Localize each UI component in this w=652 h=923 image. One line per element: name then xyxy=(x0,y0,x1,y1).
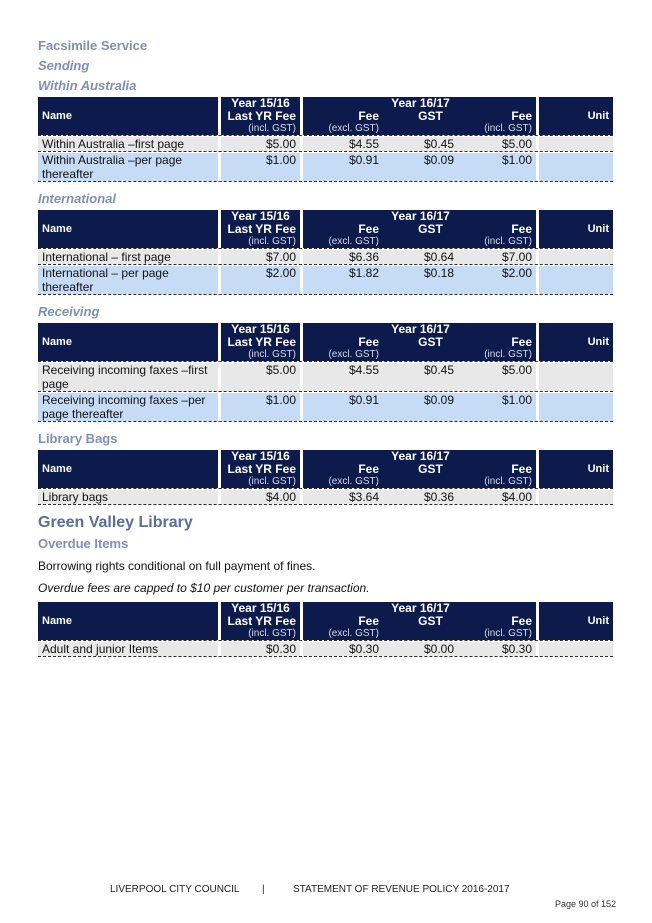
header-last-yr-fee: Last YR Fee xyxy=(227,109,296,123)
header-fee: Fee xyxy=(358,614,379,628)
row-fee-incl-gst: $5.00 xyxy=(458,363,539,391)
header-last-yr-fee: Last YR Fee xyxy=(227,335,296,349)
row-unit xyxy=(539,393,613,421)
row-fee-excl-gst: $4.55 xyxy=(303,363,383,391)
row-unit xyxy=(539,266,613,294)
row-name: International – per page thereafter xyxy=(38,266,221,294)
row-name: Adult and junior Items xyxy=(38,642,221,656)
row-gst: $0.45 xyxy=(383,137,458,151)
header-incl-gst: (incl. GST) xyxy=(484,476,532,487)
fee-table-international xyxy=(38,210,613,296)
dashed-rule xyxy=(38,504,613,506)
row-unit xyxy=(539,137,613,151)
table-row xyxy=(38,393,613,421)
row-last-year-fee: $0.30 xyxy=(221,642,303,656)
row-fee-incl-gst: $1.00 xyxy=(458,153,539,181)
header-fee-incl xyxy=(458,602,539,640)
header-last-year xyxy=(221,450,303,488)
header-incl-gst: (incl. GST) xyxy=(248,349,296,360)
table-header-row xyxy=(38,602,613,640)
subheading-overdue-items: Overdue Items xyxy=(38,536,129,551)
header-unit: Unit xyxy=(539,210,613,248)
header-fee-incl xyxy=(458,323,539,361)
row-last-year-fee: $5.00 xyxy=(221,137,303,151)
header-fee-incl xyxy=(458,210,539,248)
row-last-year-fee: $4.00 xyxy=(221,490,303,504)
dashed-rule xyxy=(38,421,613,423)
table-row xyxy=(38,490,613,504)
header-gst: GST xyxy=(418,335,443,349)
section-heading-facsimile: Facsimile Service xyxy=(38,38,148,53)
header-year-1617: Year 16/17 xyxy=(391,96,450,110)
dashed-rule xyxy=(38,181,613,183)
header-fee-incl xyxy=(458,97,539,135)
header-incl-gst: (incl. GST) xyxy=(248,628,296,639)
row-name: Receiving incoming faxes –per page thereafter xyxy=(38,393,221,421)
header-gst: GST xyxy=(418,614,443,628)
header-incl-gst: (incl. GST) xyxy=(484,236,532,247)
row-gst: $0.18 xyxy=(383,266,458,294)
header-fee: Fee xyxy=(511,614,532,628)
header-gst-col xyxy=(383,97,458,135)
row-unit xyxy=(539,490,613,504)
row-last-year-fee: $5.00 xyxy=(221,363,303,391)
subheading-international: International xyxy=(38,191,117,206)
header-fee-excl xyxy=(303,450,383,488)
row-name: International – first page xyxy=(38,250,221,264)
header-last-year xyxy=(221,97,303,135)
header-incl-gst: (incl. GST) xyxy=(484,349,532,360)
row-last-year-fee: $7.00 xyxy=(221,250,303,264)
header-fee-incl xyxy=(458,450,539,488)
table-header-row xyxy=(38,210,613,248)
row-gst: $0.64 xyxy=(383,250,458,264)
row-fee-excl-gst: $3.64 xyxy=(303,490,383,504)
header-fee: Fee xyxy=(358,109,379,123)
footer-council: LIVERPOOL CITY COUNCIL xyxy=(110,884,240,895)
header-incl-gst: (incl. GST) xyxy=(248,236,296,247)
row-unit xyxy=(539,642,613,656)
footer-policy-title: STATEMENT OF REVENUE POLICY 2016-2017 xyxy=(293,884,510,895)
row-name: Within Australia –per page thereafter xyxy=(38,153,221,181)
row-name: Within Australia –first page xyxy=(38,137,221,151)
section-heading-green-valley: Green Valley Library xyxy=(38,514,193,531)
table-header-row xyxy=(38,323,613,361)
header-excl-gst: (excl. GST) xyxy=(328,349,379,360)
header-fee: Fee xyxy=(511,222,532,236)
header-gst: GST xyxy=(418,222,443,236)
row-divider xyxy=(38,181,613,183)
row-gst: $0.09 xyxy=(383,393,458,421)
footer-separator: | xyxy=(262,884,265,895)
header-last-year xyxy=(221,602,303,640)
header-gst-col xyxy=(383,323,458,361)
page-number: Page 90 of 152 xyxy=(555,899,617,909)
header-incl-gst: (incl. GST) xyxy=(484,628,532,639)
dashed-rule xyxy=(38,294,613,296)
row-last-year-fee: $1.00 xyxy=(221,393,303,421)
fee-table-overdue xyxy=(38,602,613,658)
row-fee-excl-gst: $0.30 xyxy=(303,642,383,656)
row-fee-excl-gst: $1.82 xyxy=(303,266,383,294)
header-incl-gst: (incl. GST) xyxy=(248,476,296,487)
row-gst: $0.45 xyxy=(383,363,458,391)
header-excl-gst: (excl. GST) xyxy=(328,236,379,247)
header-excl-gst: (excl. GST) xyxy=(328,476,379,487)
table-row xyxy=(38,153,613,181)
header-name: Name xyxy=(38,602,221,640)
fee-table-receiving xyxy=(38,323,613,423)
header-unit: Unit xyxy=(539,97,613,135)
header-name: Name xyxy=(38,210,221,248)
row-fee-incl-gst: $1.00 xyxy=(458,393,539,421)
row-name: Receiving incoming faxes –first page xyxy=(38,363,221,391)
header-gst: GST xyxy=(418,109,443,123)
header-gst: GST xyxy=(418,462,443,476)
row-fee-excl-gst: $0.91 xyxy=(303,153,383,181)
row-divider xyxy=(38,294,613,296)
header-last-yr-fee: Last YR Fee xyxy=(227,462,296,476)
dashed-rule xyxy=(38,656,613,658)
header-gst-col xyxy=(383,450,458,488)
header-year-1516: Year 15/16 xyxy=(231,209,290,223)
header-fee-excl xyxy=(303,323,383,361)
row-fee-incl-gst: $4.00 xyxy=(458,490,539,504)
table-header-row xyxy=(38,450,613,488)
header-fee-excl xyxy=(303,97,383,135)
header-fee-excl xyxy=(303,210,383,248)
header-fee: Fee xyxy=(511,462,532,476)
header-unit: Unit xyxy=(539,602,613,640)
header-last-year xyxy=(221,210,303,248)
table-header-row xyxy=(38,97,613,135)
row-fee-incl-gst: $2.00 xyxy=(458,266,539,294)
row-fee-excl-gst: $6.36 xyxy=(303,250,383,264)
header-fee: Fee xyxy=(511,109,532,123)
table-row xyxy=(38,642,613,656)
header-unit: Unit xyxy=(539,323,613,361)
header-incl-gst: (incl. GST) xyxy=(484,123,532,134)
header-last-year xyxy=(221,323,303,361)
header-name: Name xyxy=(38,97,221,135)
row-unit xyxy=(539,250,613,264)
subheading-sending: Sending xyxy=(38,58,90,73)
header-year-1516: Year 15/16 xyxy=(231,449,290,463)
header-year-1617: Year 16/17 xyxy=(391,209,450,223)
header-name: Name xyxy=(38,323,221,361)
header-fee: Fee xyxy=(358,222,379,236)
note-borrowing-rights: Borrowing rights conditional on full payment of fines. xyxy=(38,559,316,573)
row-fee-incl-gst: $0.30 xyxy=(458,642,539,656)
row-divider xyxy=(38,504,613,506)
header-fee-excl xyxy=(303,602,383,640)
header-year-1516: Year 15/16 xyxy=(231,96,290,110)
row-divider xyxy=(38,421,613,423)
row-name: Library bags xyxy=(38,490,221,504)
row-fee-incl-gst: $7.00 xyxy=(458,250,539,264)
header-year-1617: Year 16/17 xyxy=(391,449,450,463)
row-unit xyxy=(539,153,613,181)
row-gst: $0.00 xyxy=(383,642,458,656)
table-row xyxy=(38,266,613,294)
header-year-1516: Year 15/16 xyxy=(231,322,290,336)
header-excl-gst: (excl. GST) xyxy=(328,628,379,639)
header-last-yr-fee: Last YR Fee xyxy=(227,222,296,236)
header-unit: Unit xyxy=(539,450,613,488)
note-overdue-cap: Overdue fees are capped to $10 per customer per transaction. xyxy=(38,581,370,595)
header-gst-col xyxy=(383,210,458,248)
header-year-1617: Year 16/17 xyxy=(391,322,450,336)
header-year-1516: Year 15/16 xyxy=(231,601,290,615)
row-gst: $0.09 xyxy=(383,153,458,181)
header-fee: Fee xyxy=(358,462,379,476)
row-fee-incl-gst: $5.00 xyxy=(458,137,539,151)
header-year-1617: Year 16/17 xyxy=(391,601,450,615)
table-row xyxy=(38,250,613,264)
row-last-year-fee: $1.00 xyxy=(221,153,303,181)
row-unit xyxy=(539,363,613,391)
table-row xyxy=(38,137,613,151)
page-content xyxy=(38,36,613,664)
subheading-receiving: Receiving xyxy=(38,304,100,319)
subheading-within-australia: Within Australia xyxy=(38,78,137,93)
header-fee: Fee xyxy=(511,335,532,349)
header-last-yr-fee: Last YR Fee xyxy=(227,614,296,628)
row-gst: $0.36 xyxy=(383,490,458,504)
row-fee-excl-gst: $0.91 xyxy=(303,393,383,421)
row-divider xyxy=(38,656,613,658)
row-fee-excl-gst: $4.55 xyxy=(303,137,383,151)
header-excl-gst: (excl. GST) xyxy=(328,123,379,134)
table-row xyxy=(38,363,613,391)
header-name: Name xyxy=(38,450,221,488)
header-incl-gst: (incl. GST) xyxy=(248,123,296,134)
row-last-year-fee: $2.00 xyxy=(221,266,303,294)
fee-table-within-australia xyxy=(38,97,613,183)
section-heading-library-bags: Library Bags xyxy=(38,431,118,446)
fee-table-library-bags xyxy=(38,450,613,506)
header-fee: Fee xyxy=(358,335,379,349)
header-gst-col xyxy=(383,602,458,640)
